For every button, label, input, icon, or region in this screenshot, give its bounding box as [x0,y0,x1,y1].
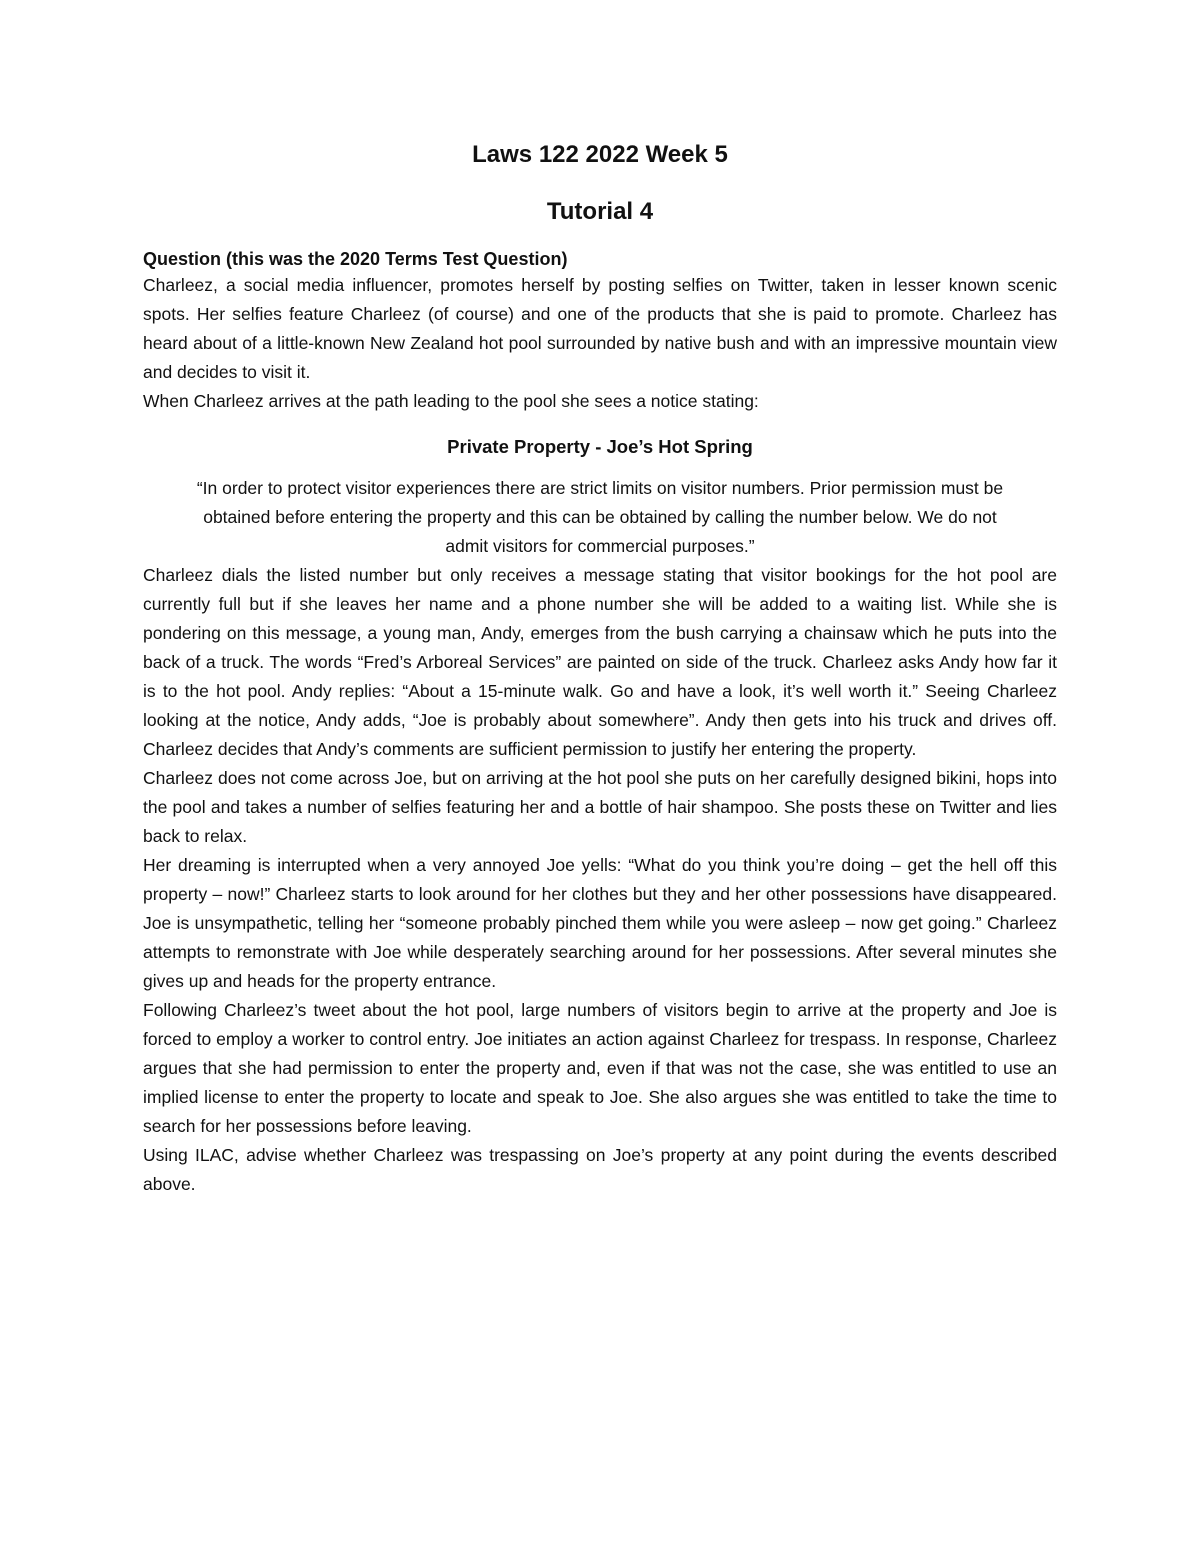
document-content [143,140,1057,1199]
notice-text: “In order to protect visitor experiences there are strict limits on visitor numbers. Prior permission must be obtained before entering the property and this can be obtained by calling the number below. We do not admit visitors for commercial purposes.” [196,478,1004,556]
paragraph-task: Using ILAC, advise whether Charleez was trespassing on Joe’s property at any point during the events described above. [143,1145,1057,1194]
notice-block [143,434,1057,561]
paragraph-trespass-action: Following Charleez’s tweet about the hot pool, large numbers of visitors begin to arrive at the property and Joe is forced to employ a worker to control entry. Joe initiates an action against Charleez for trespass. In response, Charleez argues that she had permission to enter the property and, even if that was not the case, she was entitled to use an implied license to enter the property to locate and speak to Joe. She also argues she was entitled to take the time to search for her possessions before leaving. [143,1000,1057,1136]
tutorial-title: Tutorial 4 [546,198,654,225]
question-heading: Question (this was the 2020 Terms Test Question) [143,249,568,269]
paragraph-notice-lead: When Charleez arrives at the path leading to the pool she sees a notice stating: [143,391,759,411]
paragraph-joe-yells: Her dreaming is interrupted when a very annoyed Joe yells: “What do you think you’re doing – get the hell off this property – now!” Charleez starts to look around for her clothes but they and her other possessions have disappeared. Joe is unsympathetic, telling her “someone probably pinched them while you were asleep – now get going.” Charleez attempts to remonstrate with Joe while desperately searching around for her possessions. After several minutes she gives up and heads for the property entrance. [143,855,1057,991]
notice-heading: Private Property - Joe’s Hot Spring [447,436,753,457]
paragraph-andy: Charleez dials the listed number but only receives a message stating that visitor bookings for the hot pool are currently full but if she leaves her name and a phone number she will be added to a waiting list. While she is pondering on this message, a young man, Andy, emerges from the bush carrying a chainsaw which he puts into the back of a truck. The words “Fred’s Arboreal Services” are painted on side of the truck. Charleez asks Andy how far it is to the hot pool. Andy replies: “About a 15-minute walk. Go and have a look, it’s well worth it.” Seeing Charleez looking at the notice, Andy adds, “Joe is probably about somewhere”. Andy then gets into his truck and drives off. Charleez decides that Andy’s comments are sufficient permission to justify her entering the property. [143,565,1057,759]
paragraph-intro: Charleez, a social media influencer, promotes herself by posting selfies on Twitter, taken in lesser known scenic spots. Her selfies feature Charleez (of course) and one of the products that she is paid to promote. Charleez has heard about of a little-known New Zealand hot pool surrounded by native bush and with an impressive mountain view and decides to visit it. [143,275,1057,382]
document-title: Laws 122 2022 Week 5 [472,141,728,168]
paragraph-hot-pool: Charleez does not come across Joe, but on arriving at the hot pool she puts on her carefully designed bikini, hops into the pool and takes a number of selfies featuring her and a bottle of hair shampoo. She posts these on Twitter and lies back to relax. [143,768,1057,846]
